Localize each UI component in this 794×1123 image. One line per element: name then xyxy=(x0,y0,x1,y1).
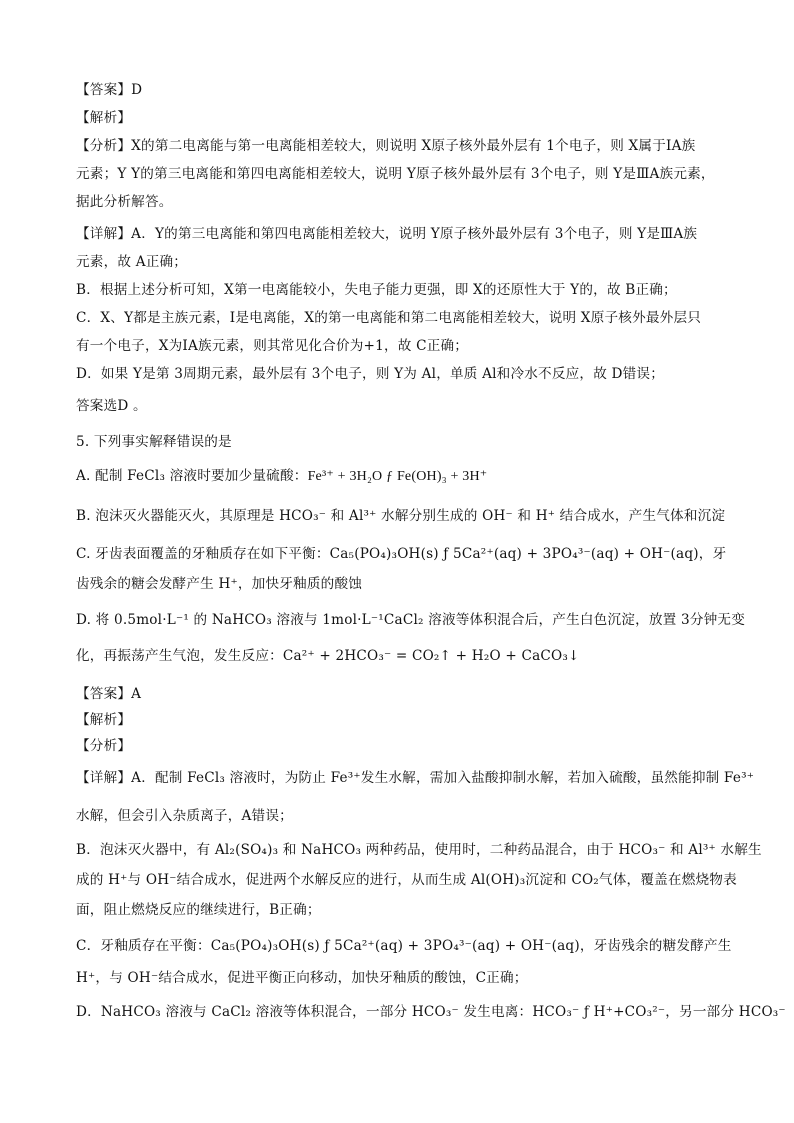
detail-line: 有一个电子，X为ⅠA族元素，则其常见化合价为+1，故 C正确； xyxy=(76,338,469,354)
detail-line: 元素，故 A正确； xyxy=(76,254,188,270)
question-stem: 5. 下列事实解释错误的是 xyxy=(76,434,232,450)
detail-line: C．牙釉质存在平衡：Ca₅(PO₄)₃OH(s) ƒ 5Ca²⁺(aq) + 3PO₄³⁻(aq) + OH⁻(aq)，牙齿残余的糖发酵产生 xyxy=(76,938,732,954)
option-c-line: 齿残余的糖会发酵产生 H⁺，加快牙釉质的酸蚀 xyxy=(76,576,363,592)
detail-line: 面，阻止燃烧反应的继续进行，B正确； xyxy=(76,902,321,918)
fenxi-heading: 【分析】 xyxy=(76,738,132,754)
analysis-heading: 【解析】 xyxy=(76,110,132,126)
final-answer-line: 答案选D 。 xyxy=(76,398,147,414)
analysis-heading: 【解析】 xyxy=(76,712,132,728)
option-a-formula: Fe³⁺ + 3H₂O ƒ Fe(OH)₃ + 3H⁺ xyxy=(307,469,488,484)
detail-line: 【详解】A．配制 FeCl₃ 溶液时，为防止 Fe³⁺发生水解，需加入盐酸抑制水解，若加入硫酸，虽然能抑制 Fe³⁺ xyxy=(76,770,755,786)
detail-line: 【详解】A．Y的第三电离能和第四电离能相差较大，说明 Y原子核外最外层有 3个电子，则 Y是ⅢA族 xyxy=(76,226,698,242)
option-c-line: C. 牙齿表面覆盖的牙釉质存在如下平衡：Ca₅(PO₄)₃OH(s) ƒ 5Ca²⁺(aq) + 3PO₄³⁻(aq) + OH⁻(aq)，牙 xyxy=(76,546,727,562)
detail-line: B．根据上述分析可知，X第一电离能较小，失电子能力更强，即 X的还原性大于 Y的，故 B正确； xyxy=(76,282,677,298)
option-a xyxy=(76,466,726,487)
option-b: B. 泡沫灭火器能灭火，其原理是 HCO₃⁻ 和 Al³⁺ 水解分别生成的 OH⁻ 和 H⁺ 结合成水，产生气体和沉淀 xyxy=(76,508,726,524)
answer-label: 【答案】A xyxy=(76,686,142,702)
detail-line: B．泡沫灭火器中，有 Al₂(SO₄)₃ 和 NaHCO₃ 两种药品，使用时，二种药品混合，由于 HCO₃⁻ 和 Al³⁺ 水解生 xyxy=(76,842,762,858)
detail-line: C．X、Y都是主族元素，I是电离能，X的第一电离能和第二电离能相差较大，说明 X原子核外最外层只 xyxy=(76,310,702,326)
detail-line: D．如果 Y是第 3周期元素，最外层有 3个电子，则 Y为 Al，单质 Al和冷水不反应，故 D错误； xyxy=(76,366,665,382)
analysis-line: 元素；Y Y的第三电离能和第四电离能相差较大，说明 Y原子核外最外层有 3个电子，则 Y是ⅢA族元素， xyxy=(76,166,715,182)
answer-label: 【答案】D xyxy=(76,82,143,98)
detail-line: H⁺，与 OH⁻结合成水，促进平衡正向移动，加快牙釉质的酸蚀，C正确； xyxy=(76,970,528,986)
detail-line: 成的 H⁺与 OH⁻结合成水，促进两个水解反应的进行，从而生成 Al(OH)₃沉淀和 CO₂气体，覆盖在燃烧物表 xyxy=(76,872,737,888)
analysis-line: 【分析】X的第二电离能与第一电离能相差较大，则说明 X原子核外最外层有 1个电子，则 X属于ⅠA族 xyxy=(76,138,696,154)
detail-line: 水解，但会引入杂质离子，A错误； xyxy=(76,808,293,824)
detail-line: D．NaHCO₃ 溶液与 CaCl₂ 溶液等体积混合，一部分 HCO₃⁻ 发生电离：HCO₃⁻ ƒ H⁺+CO₃²⁻，另一部分 HCO₃⁻ xyxy=(76,1004,786,1020)
analysis-line: 据此分析解答。 xyxy=(76,194,173,210)
option-d-line: D. 将 0.5mol·L⁻¹ 的 NaHCO₃ 溶液与 1mol·L⁻¹CaCl₂ 溶液等体积混合后，产生白色沉淀，放置 3分钟无变 xyxy=(76,612,745,628)
option-a-text: A. 配制 FeCl₃ 溶液时要加少量硫酸： xyxy=(76,468,308,484)
option-d-line: 化，再振荡产生气泡，发生反应：Ca²⁺ + 2HCO₃⁻ = CO₂↑ + H₂O + CaCO₃↓ xyxy=(76,648,580,664)
